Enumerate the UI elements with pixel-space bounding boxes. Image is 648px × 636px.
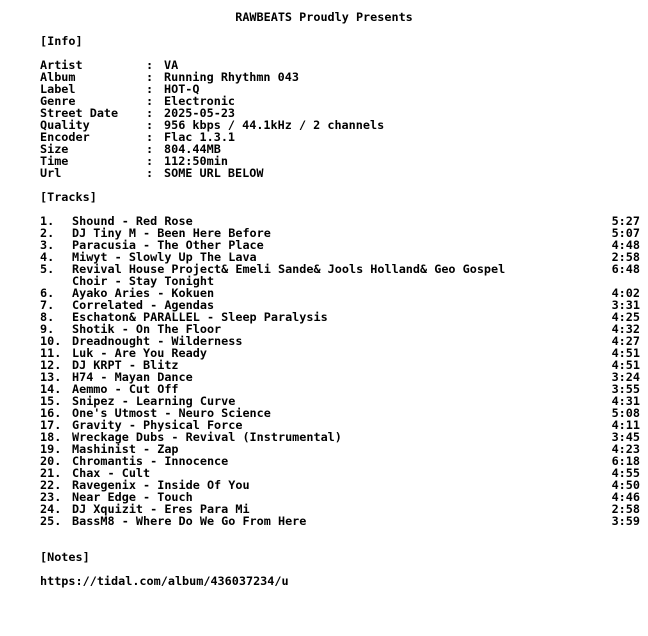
track-title: Shound - Red Rose	[72, 214, 193, 228]
track-number: 23.	[40, 490, 62, 504]
info-key: Street Date	[40, 106, 119, 120]
info-colon: :	[146, 58, 154, 72]
track-duration: 4:31	[611, 394, 640, 408]
track-duration: 3:24	[611, 370, 640, 384]
info-value: Flac 1.3.1	[164, 130, 236, 144]
info-key: Genre	[40, 94, 76, 108]
info-key: Artist	[40, 58, 83, 72]
track-title: Gravity - Physical Force	[72, 418, 243, 432]
track-title-continued: Choir - Stay Tonight	[72, 274, 215, 288]
track-title: Dreadnought - Wilderness	[72, 334, 243, 348]
track-number: 2.	[40, 226, 55, 240]
track-number: 25.	[40, 514, 62, 528]
info-value: 112:50min	[164, 154, 228, 168]
track-title: Paracusia - The Other Place	[72, 238, 264, 252]
info-key: Quality	[40, 118, 90, 132]
track-duration: 4:48	[611, 238, 640, 252]
track-duration: 5:07	[611, 226, 640, 240]
info-value: 2025-05-23	[164, 106, 236, 120]
tracks-heading: [Tracks]	[40, 190, 97, 204]
track-duration: 4:11	[611, 418, 640, 432]
track-title: Eschaton& PARALLEL - Sleep Paralysis	[72, 310, 328, 324]
track-number: 19.	[40, 442, 62, 456]
track-title: Ayako Aries - Kokuen	[72, 286, 215, 300]
info-value: 804.44MB	[164, 142, 221, 156]
info-value: SOME URL BELOW	[164, 166, 264, 180]
track-duration: 4:51	[611, 358, 640, 372]
track-number: 24.	[40, 502, 62, 516]
track-number: 8.	[40, 310, 55, 324]
track-title: Shotik - On The Floor	[72, 322, 222, 336]
track-duration: 3:45	[611, 430, 640, 444]
track-number: 22.	[40, 478, 62, 492]
track-title: Aemmo - Cut Off	[72, 382, 179, 396]
track-duration: 4:27	[611, 334, 640, 348]
track-duration: 4:25	[611, 310, 640, 324]
info-key: Album	[40, 70, 76, 84]
track-duration: 3:31	[611, 298, 640, 312]
page-title: RAWBEATS Proudly Presents	[235, 10, 413, 24]
track-title: Luk - Are You Ready	[72, 346, 207, 360]
track-number: 10.	[40, 334, 62, 348]
info-key: Label	[40, 82, 76, 96]
track-duration: 4:23	[611, 442, 640, 456]
track-number: 7.	[40, 298, 55, 312]
track-number: 21.	[40, 466, 62, 480]
track-number: 11.	[40, 346, 62, 360]
track-duration: 5:27	[611, 214, 640, 228]
track-title: Wreckage Dubs - Revival (Instrumental)	[72, 430, 342, 444]
info-value: VA	[164, 58, 179, 72]
track-duration: 4:46	[611, 490, 640, 504]
track-duration: 6:18	[611, 454, 640, 468]
track-duration: 2:58	[611, 250, 640, 264]
info-colon: :	[146, 142, 154, 156]
info-value: Running Rhythmn 043	[164, 70, 299, 84]
track-title: BassM8 - Where Do We Go From Here	[72, 514, 307, 528]
track-title: Miwyt - Slowly Up The Lava	[72, 250, 257, 264]
track-number: 15.	[40, 394, 62, 408]
track-duration: 3:59	[611, 514, 640, 528]
info-value: 956 kbps / 44.1kHz / 2 channels	[164, 118, 385, 132]
notes-url[interactable]: https://tidal.com/album/436037234/u	[40, 574, 289, 588]
track-number: 18.	[40, 430, 62, 444]
track-row	[40, 263, 640, 287]
track-number: 5.	[40, 262, 55, 276]
track-number: 9.	[40, 322, 55, 336]
track-number: 16.	[40, 406, 62, 420]
track-number: 14.	[40, 382, 62, 396]
track-number: 17.	[40, 418, 62, 432]
info-heading: [Info]	[40, 34, 83, 48]
track-row	[40, 515, 640, 527]
track-title: Snipez - Learning Curve	[72, 394, 236, 408]
track-title: DJ KRPT - Blitz	[72, 358, 179, 372]
info-colon: :	[146, 154, 154, 168]
track-title: DJ Xquizit - Eres Para Mi	[72, 502, 250, 516]
track-duration: 4:51	[611, 346, 640, 360]
track-number: 1.	[40, 214, 55, 228]
info-colon: :	[146, 70, 154, 84]
info-key: Time	[40, 154, 69, 168]
track-duration: 2:58	[611, 502, 640, 516]
notes-heading: [Notes]	[40, 550, 90, 564]
track-duration: 5:08	[611, 406, 640, 420]
info-colon: :	[146, 94, 154, 108]
track-number: 12.	[40, 358, 62, 372]
info-row	[40, 167, 263, 179]
info-colon: :	[146, 130, 154, 144]
track-number: 6.	[40, 286, 55, 300]
track-number: 13.	[40, 370, 62, 384]
track-duration: 4:55	[611, 466, 640, 480]
info-key: Size	[40, 142, 69, 156]
info-colon: :	[146, 166, 154, 180]
track-title: Correlated - Agendas	[72, 298, 215, 312]
track-duration: 4:50	[611, 478, 640, 492]
info-value: HOT-Q	[164, 82, 200, 96]
info-value: Electronic	[164, 94, 236, 108]
track-title: Ravegenix - Inside Of You	[72, 478, 250, 492]
track-number: 20.	[40, 454, 62, 468]
track-title: One's Utmost - Neuro Science	[72, 406, 271, 420]
track-title: DJ Tiny M - Been Here Before	[72, 226, 271, 240]
track-title: Revival House Project& Emeli Sande& Jools Holland& Geo Gospel	[72, 262, 506, 276]
track-title: Mashinist - Zap	[72, 442, 179, 456]
track-title: H74 - Mayan Dance	[72, 370, 193, 384]
track-title: Chromantis - Innocence	[72, 454, 229, 468]
info-colon: :	[146, 106, 154, 120]
track-title: Chax - Cult	[72, 466, 151, 480]
track-duration: 3:55	[611, 382, 640, 396]
track-duration: 4:02	[611, 286, 640, 300]
track-number: 3.	[40, 238, 55, 252]
track-duration: 4:32	[611, 322, 640, 336]
info-key: Url	[40, 166, 62, 180]
track-title: Near Edge - Touch	[72, 490, 193, 504]
info-key: Encoder	[40, 130, 90, 144]
track-duration: 6:48	[611, 262, 640, 276]
track-number: 4.	[40, 250, 55, 264]
info-colon: :	[146, 82, 154, 96]
info-colon: :	[146, 118, 154, 132]
